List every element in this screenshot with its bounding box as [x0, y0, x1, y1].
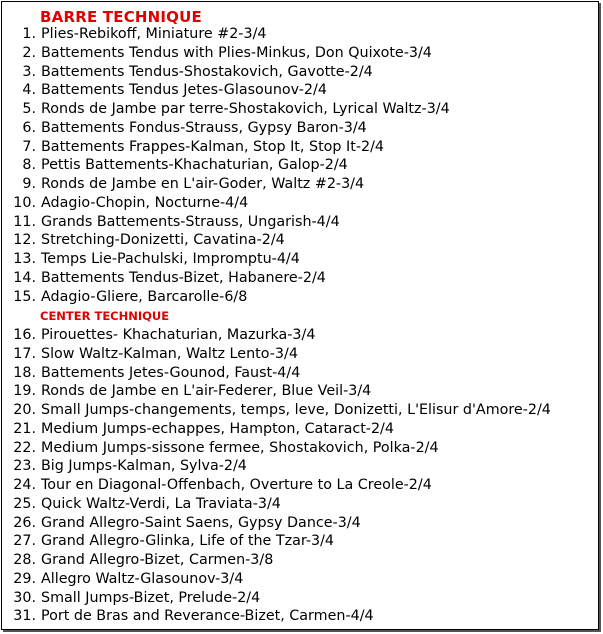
- item-number: 14.: [13, 269, 36, 286]
- item-text: Stretching-Donizetti, Cavatina-2/4: [41, 232, 285, 249]
- item-number: 15.: [13, 288, 36, 305]
- item-number: 29.: [13, 570, 36, 587]
- item-number: 17.: [13, 345, 36, 362]
- item-text: Medium Jumps-sissone fermee, Shostakovich, Polka-2/4: [41, 439, 439, 456]
- item-text: Adagio-Gliere, Barcarolle-6/8: [41, 288, 248, 305]
- item-text: Battements Tendus-Bizet, Habanere-2/4: [41, 269, 326, 286]
- document-frame: [1, 1, 599, 630]
- item-number: 1.: [22, 26, 36, 42]
- item-text: Ronds de Jambe en L'air-Federer, Blue Veil-3/4: [41, 383, 372, 400]
- item-text: Battements Tendus Jetes-Glasounov-2/4: [41, 82, 327, 99]
- item-number: 25.: [13, 495, 36, 512]
- item-number: 3.: [22, 63, 36, 80]
- item-text: Medium Jumps-echappes, Hampton, Cataract-2/4: [41, 420, 394, 437]
- item-text: Slow Waltz-Kalman, Waltz Lento-3/4: [41, 345, 298, 362]
- item-number: 4.: [22, 82, 36, 99]
- center-technique-heading: CENTER TECHNIQUE: [40, 309, 170, 323]
- item-text: Grand Allegro-Glinka, Life of the Tzar-3/4: [41, 533, 334, 550]
- item-text: Small Jumps-changements, temps, leve, Donizetti, L'Elisur d'Amore-2/4: [41, 402, 551, 419]
- item-text: Grand Allegro-Saint Saens, Gypsy Dance-3/4: [41, 514, 361, 531]
- item-text: Tour en Diagonal-Offenbach, Overture to La Creole-2/4: [41, 477, 432, 494]
- item-number: 21.: [13, 420, 36, 437]
- item-number: 10.: [13, 194, 36, 211]
- item-text: Temps Lie-Pachulski, Impromptu-4/4: [41, 251, 300, 268]
- item-text: Ronds de Jambe en L'air-Goder, Waltz #2-3/4: [41, 176, 365, 193]
- item-text: Port de Bras and Reverance-Bizet, Carmen-4/4: [41, 608, 374, 625]
- item-text: Grands Battements-Strauss, Ungarish-4/4: [41, 213, 340, 230]
- item-text: Battements Jetes-Gounod, Faust-4/4: [41, 364, 301, 381]
- item-text: Pirouettes- Khachaturian, Mazurka-3/4: [41, 327, 316, 343]
- item-number: 26.: [13, 514, 36, 531]
- item-number: 9.: [22, 176, 36, 193]
- item-text: Battements Tendus with Plies-Minkus, Don Quixote-3/4: [41, 44, 432, 61]
- item-number: 5.: [22, 101, 36, 118]
- item-number: 20.: [13, 402, 36, 419]
- item-number: 18.: [13, 364, 36, 381]
- item-number: 30.: [13, 589, 36, 606]
- item-number: 12.: [13, 232, 36, 249]
- item-text: Battements Tendus-Shostakovich, Gavotte-2/4: [41, 63, 373, 80]
- item-text: Adagio-Chopin, Nocturne-4/4: [41, 194, 249, 211]
- item-text: Ronds de Jambe par terre-Shostakovich, Lyrical Waltz-3/4: [41, 101, 450, 118]
- item-number: 2.: [22, 44, 36, 61]
- item-text: Plies-Rebikoff, Miniature #2-3/4: [41, 26, 267, 42]
- item-number: 23.: [13, 458, 36, 475]
- item-number: 24.: [13, 477, 36, 494]
- item-number: 13.: [13, 251, 36, 268]
- item-number: 6.: [22, 119, 36, 136]
- item-number: 31.: [13, 608, 36, 625]
- item-number: 19.: [13, 383, 36, 400]
- item-number: 7.: [22, 138, 36, 155]
- item-text: Big Jumps-Kalman, Sylva-2/4: [41, 458, 247, 475]
- item-text: Quick Waltz-Verdi, La Traviata-3/4: [41, 495, 281, 512]
- item-text: Grand Allegro-Bizet, Carmen-3/8: [41, 552, 274, 569]
- item-number: 27.: [13, 533, 36, 550]
- item-text: Battements Frappes-Kalman, Stop It, Stop It-2/4: [41, 138, 385, 155]
- barre-technique-heading: BARRE TECHNIQUE: [40, 8, 202, 26]
- item-number: 16.: [13, 327, 36, 343]
- item-number: 22.: [13, 439, 36, 456]
- item-number: 28.: [13, 552, 36, 569]
- item-text: Allegro Waltz-Glasounov-3/4: [41, 570, 244, 587]
- item-text: Small Jumps-Bizet, Prelude-2/4: [41, 589, 261, 606]
- item-number: 8.: [22, 157, 36, 174]
- item-text: Battements Fondus-Strauss, Gypsy Baron-3/4: [41, 119, 367, 136]
- item-text: Pettis Battements-Khachaturian, Galop-2/4: [41, 157, 348, 174]
- item-number: 11.: [13, 213, 36, 230]
